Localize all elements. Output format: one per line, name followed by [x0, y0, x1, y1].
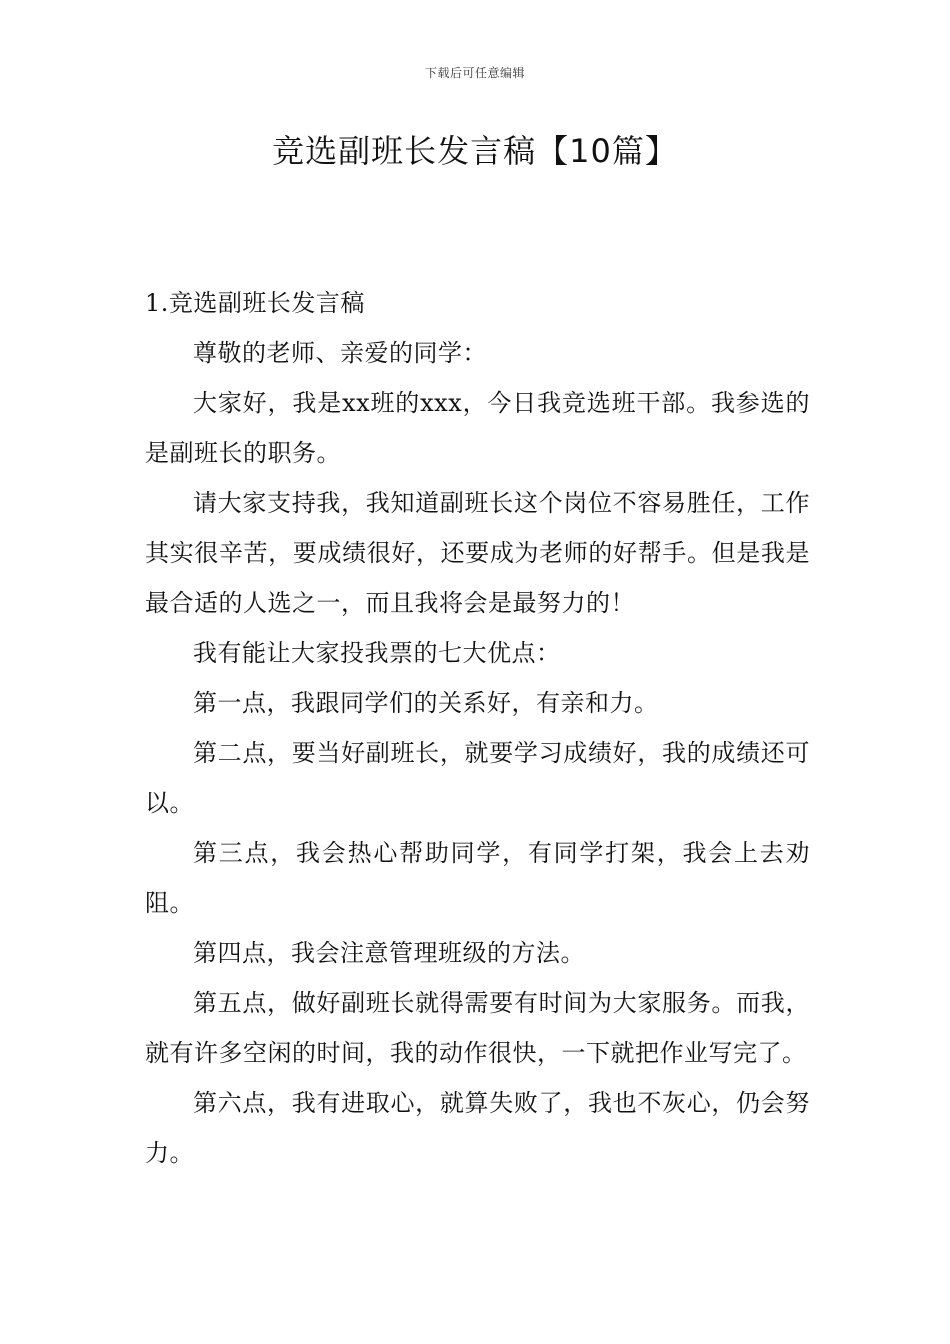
body-paragraph: 第一点，我跟同学们的关系好，有亲和力。: [193, 689, 659, 717]
body-paragraph: 大家好，我是xx班的xxx，今日我竞选班干部。我参选的是副班长的职务。: [145, 389, 810, 467]
salutation-paragraph: 尊敬的老师、亲爱的同学：: [193, 339, 487, 367]
body-paragraph: 第六点，我有进取心，就算失败了，我也不灰心，仍会努力。: [145, 1089, 810, 1167]
body-paragraph: 第四点，我会注意管理班级的方法。: [193, 939, 585, 967]
body-paragraph: 我有能让大家投我票的七大优点：: [193, 639, 561, 667]
header-note: 下载后可任意编辑: [424, 66, 525, 80]
body-paragraph: 第二点，要当好副班长，就要学习成绩好，我的成绩还可以。: [145, 739, 810, 817]
document-title: 竞选副班长发言稿【10篇】: [272, 132, 678, 170]
section-heading: 1.竞选副班长发言稿: [145, 289, 365, 317]
body-paragraph: 第三点，我会热心帮助同学，有同学打架，我会上去劝阻。: [145, 839, 810, 917]
document-body: [145, 278, 810, 1178]
body-paragraph: 第五点，做好副班长就得需要有时间为大家服务。而我，就有许多空闲的时间，我的动作很快，一下就把作业写完了。: [145, 989, 810, 1067]
body-paragraph: 请大家支持我，我知道副班长这个岗位不容易胜任，工作其实很辛苦，要成绩很好，还要成为老师的好帮手。但是我是最合适的人选之一，而且我将会是最努力的！: [145, 489, 810, 617]
